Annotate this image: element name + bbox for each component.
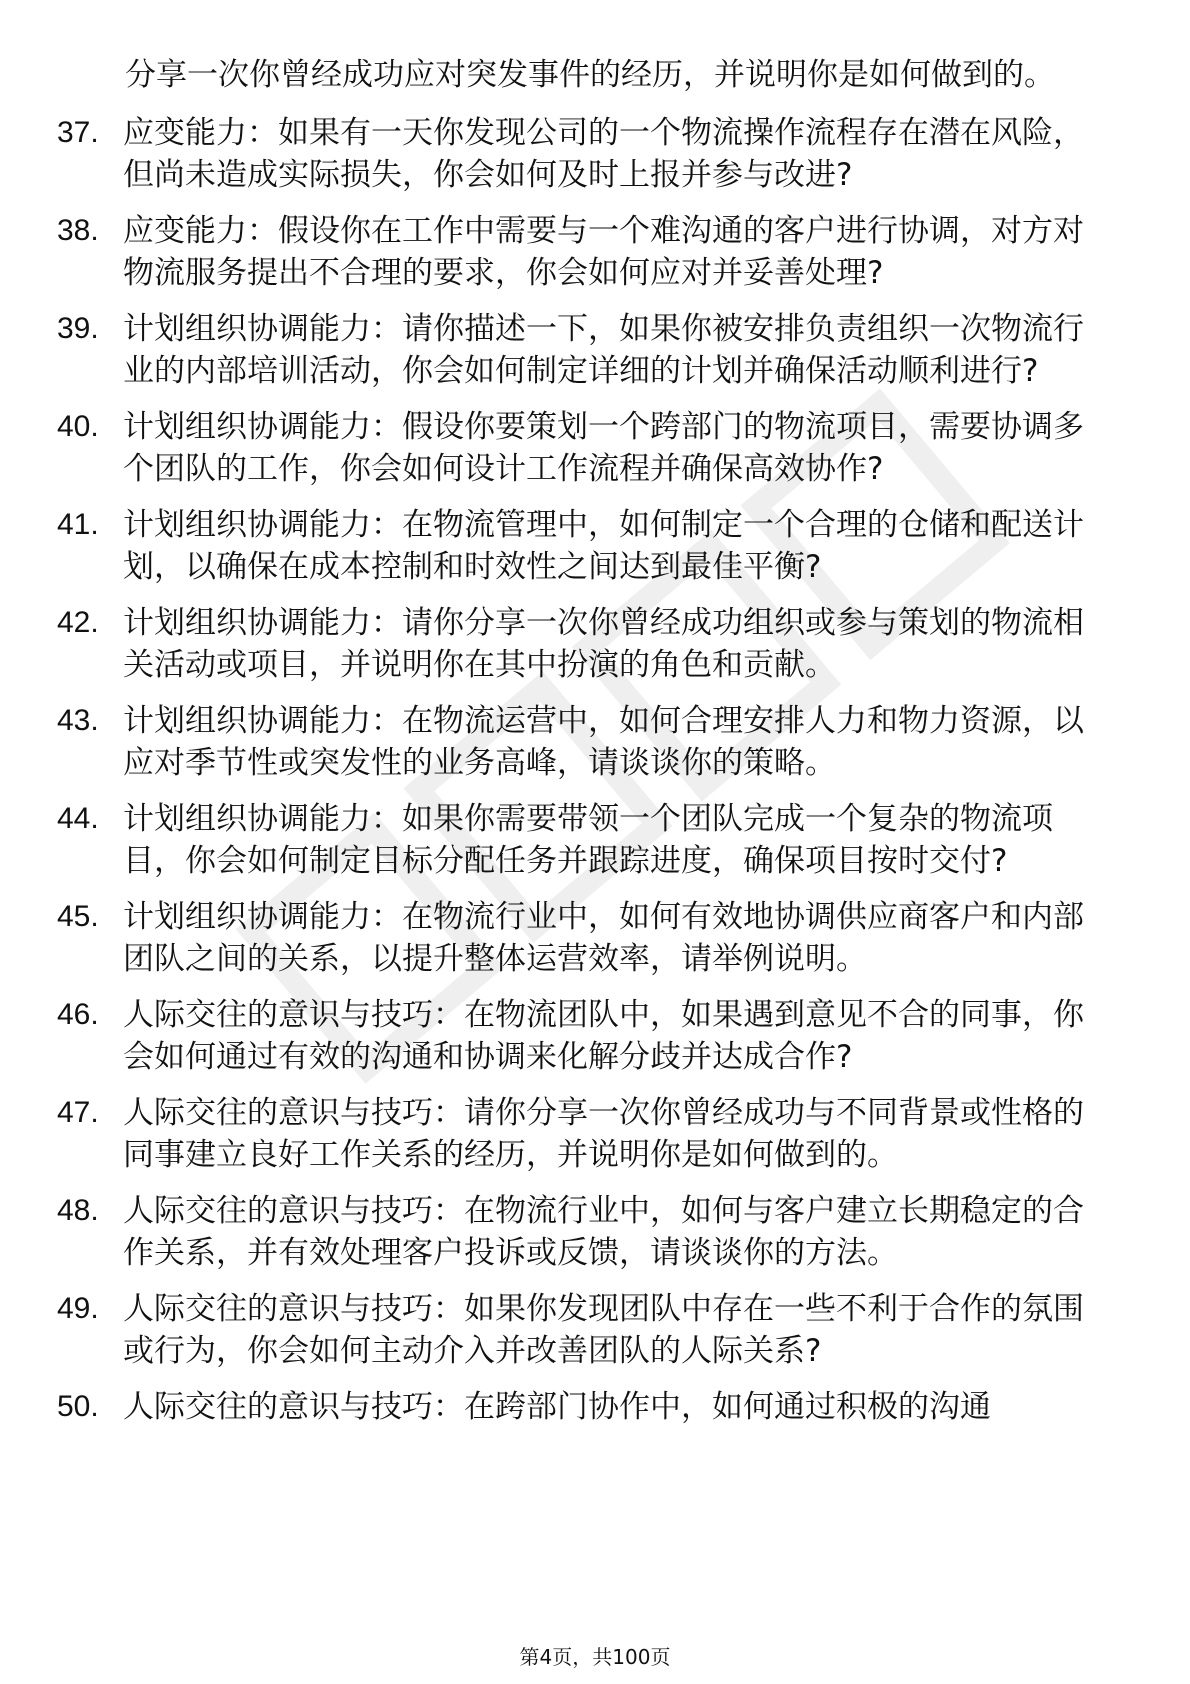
question-text: 计划组织协调能力：在物流行业中，如何有效地协调供应商客户和内部团队之间的关系，以提升整体运营效率，请举例说明。: [123, 899, 1084, 977]
question-number: 44.: [57, 802, 99, 835]
list-item: [0, 602, 1190, 686]
question-number: 41.: [57, 508, 99, 541]
question-number: 49.: [57, 1292, 99, 1325]
list-item: [0, 1190, 1190, 1274]
question-text: 应变能力：如果有一天你发现公司的一个物流操作流程存在潜在风险，但尚未造成实际损失，你会如何及时上报并参与改进?: [123, 115, 1084, 193]
page-content: [0, 54, 1190, 1442]
question-number: 42.: [57, 606, 99, 639]
question-text: 人际交往的意识与技巧：在物流团队中，如果遇到意见不合的同事，你会如何通过有效的沟通和协调来化解分歧并达成合作?: [123, 997, 1084, 1075]
question-list: [0, 112, 1190, 1428]
question-number: 38.: [57, 214, 99, 247]
list-item: [0, 994, 1190, 1078]
continuation-text: 分享一次你曾经成功应对突发事件的经历，并说明你是如何做到的。: [125, 57, 1055, 93]
question-text: 计划组织协调能力：在物流管理中，如何制定一个合理的仓储和配送计划，以确保在成本控制和时效性之间达到最佳平衡?: [123, 507, 1084, 585]
list-item: [0, 504, 1190, 588]
list-item: [0, 798, 1190, 882]
question-text: 计划组织协调能力：请你描述一下，如果你被安排负责组织一次物流行业的内部培训活动，你会如何制定详细的计划并确保活动顺利进行?: [123, 311, 1084, 389]
list-item: [0, 700, 1190, 784]
question-number: 40.: [57, 410, 99, 443]
question-text: 应变能力：假设你在工作中需要与一个难沟通的客户进行协调，对方对物流服务提出不合理的要求，你会如何应对并妥善处理?: [123, 213, 1084, 291]
question-number: 39.: [57, 312, 99, 345]
question-number: 45.: [57, 900, 99, 933]
question-text: 人际交往的意识与技巧：在物流行业中，如何与客户建立长期稳定的合作关系，并有效处理客户投诉或反馈，请谈谈你的方法。: [123, 1193, 1084, 1271]
list-item: [0, 406, 1190, 490]
question-number: 47.: [57, 1096, 99, 1129]
list-item: [0, 210, 1190, 294]
question-number: 48.: [57, 1194, 99, 1227]
list-item: [0, 1092, 1190, 1176]
question-number: 43.: [57, 704, 99, 737]
question-text: 人际交往的意识与技巧：请你分享一次你曾经成功与不同背景或性格的同事建立良好工作关系的经历，并说明你是如何做到的。: [123, 1095, 1084, 1173]
list-item: [0, 896, 1190, 980]
question-number: 50.: [57, 1390, 99, 1423]
question-number: 46.: [57, 998, 99, 1031]
question-text: 人际交往的意识与技巧：如果你发现团队中存在一些不利于合作的氛围或行为，你会如何主动介入并改善团队的人际关系?: [123, 1291, 1084, 1369]
question-text: 人际交往的意识与技巧：在跨部门协作中，如何通过积极的沟通: [123, 1389, 991, 1425]
question-text: 计划组织协调能力：请你分享一次你曾经成功组织或参与策划的物流相关活动或项目，并说明你在其中扮演的角色和贡献。: [123, 605, 1084, 683]
question-text: 计划组织协调能力：在物流运营中，如何合理安排人力和物力资源，以应对季节性或突发性的业务高峰，请谈谈你的策略。: [123, 703, 1084, 781]
list-item: [0, 1288, 1190, 1372]
page-footer: 第4页，共100页: [519, 1645, 671, 1669]
list-item: [0, 1386, 1190, 1428]
question-text: 计划组织协调能力：如果你需要带领一个团队完成一个复杂的物流项目，你会如何制定目标分配任务并跟踪进度，确保项目按时交付?: [123, 801, 1053, 879]
list-item: [0, 308, 1190, 392]
list-item: [0, 112, 1190, 196]
question-number: 37.: [57, 116, 99, 149]
question-text: 计划组织协调能力：假设你要策划一个跨部门的物流项目，需要协调多个团队的工作，你会如何设计工作流程并确保高效协作?: [123, 409, 1084, 487]
